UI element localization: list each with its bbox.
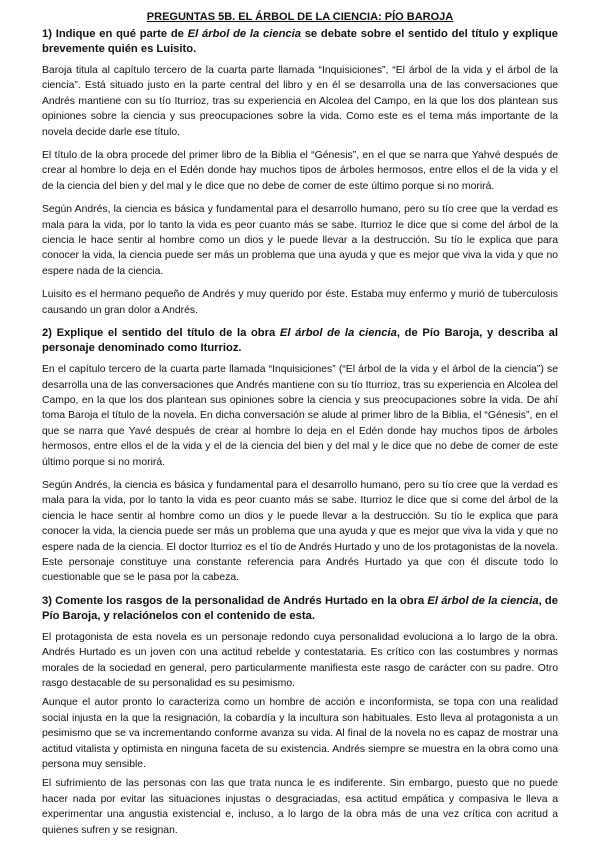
answer-1-paragraph: El título de la obra procede del primer libro de la Biblia el “Génesis”, en el que se narra que Yahvé después de crear al hombre lo deja en el Edén donde hay muchos tipos de árboles hermosos, entre ellos el de la vida y el de la ciencia del bien y del mal y le dice que no debe de comer de este último porque si no morirá. bbox=[42, 150, 558, 192]
answer-2-paragraph: En el capítulo tercero de la cuarta parte llamada “Inquisiciones” (“El árbol de la vida y el árbol de la ciencia”) se desarrolla una de las conversaciones que Andrés mantiene con su tío Iturrioz, tras su experiencia en Alcolea del Campo, en la que los dos plantean sus opiniones sobre la ciencia y sus preocupaciones sobre la vida. De ahí toma Baroja el título de la novela. En dicha conversación se alude al primer libro de la Biblia, el “Génesis”, en el que se narra que Yavé después de crear al hombre lo deja en el Edén donde hay muchos tipos de árboles hermosos, entre ellos el de la vida y el de la ciencia del bien y del mal y le dice que no debe de comer de este último porque si no morirá. bbox=[42, 364, 558, 468]
answer-1-paragraph: Según Andrés, la ciencia es básica y fundamental para el desarrollo humano, pero su tío cree que la verdad es mala para la vida, por lo tanto la vida es peor cuanto más se sabe. Iturrioz le dice que si come del árbol de la ciencia le hace sentir al hombre como un dios y le puede llevar a la destrucción. Su tío le explica que para conocer la vida, la ciencia puede ser más un problema que una ayuda y que es mejor que viva la vida y que no espere nada de la ciencia. bbox=[42, 204, 558, 277]
question-1 bbox=[42, 27, 558, 57]
answer-3-paragraph: El sufrimiento de las personas con las que trata nunca le es indiferente. Sin embargo, puesto que no puede hacer nada por evitar las situaciones injustas o desgraciadas, esa actitud empática y compasiva le lleva a experimentar una angustia existencial e, incluso, a lo largo de la obra más de una vez crítica con acritud a quienes sufren y se resignan. bbox=[42, 778, 558, 836]
question-1-book-title: El árbol de la ciencia bbox=[187, 28, 301, 40]
question-1-text: 1) Indique en qué parte de bbox=[42, 28, 188, 40]
answer-3-paragraph: Aunque el autor pronto lo caracteriza como un hombre de acción e inconformista, se topa con una realidad social injusta en la que la resignación, la cobardía y la incultura son habituales. Esto lleva al protagonista a un pesimismo que se va incrementando conforme avanza su vida. Al final de la novela no es capaz de mostrar una actitud vitalista y optimista en ninguna faceta de su existencia. Andrés siempre se muestra en la obra como una persona muy sensible. bbox=[42, 697, 558, 771]
question-2-book-title: El árbol de la ciencia bbox=[279, 327, 397, 340]
page-title: PREGUNTAS 5B. EL ÁRBOL DE LA CIENCIA: PÍO BAROJA bbox=[146, 11, 454, 23]
question-1-text-end: se debate sobre el sentido del título y explique brevemente quién es Luisito. bbox=[42, 28, 558, 55]
question-3 bbox=[42, 594, 558, 624]
answer-1-paragraph: Baroja titula al capítulo tercero de la cuarta parte llamada “Inquisiciones”, “El árbol de la vida y el árbol de la ciencia”. Está situado justo en la parte central del libro y en él se desarrolla una de las conversaciones que Andrés mantiene con su tío Iturrioz, tras su experiencia en Alcolea del Campo, en la que los dos plantean sus opiniones sobre la ciencia y sus preocupaciones sobre la vida. Como este es el tema más importante de la novela decide darle ese título. bbox=[42, 65, 558, 138]
answer-2-paragraph: Según Andrés, la ciencia es básica y fundamental para el desarrollo humano, pero su tío cree que la verdad es mala para la vida, por lo tanto la vida es peor cuanto más se sabe. Iturrioz le dice que si come del árbol de la ciencia le hace sentir al hombre como un dios y le puede llevar a la destrucción. Su tío le explica que para conocer la vida, la ciencia puede ser más un problema que una ayuda y que es mejor que viva la vida y que no espere nada de la ciencia. El doctor Iturrioz es el tío de Andrés Hurtado y uno de los protagonistas de la novela. Este personaje constituye una constante referencia para Andrés Hurtado ya que con él discute todo lo cuestionable que se le pasa por la cabeza. bbox=[42, 479, 558, 584]
question-3-book-title: El árbol de la ciencia bbox=[427, 594, 539, 607]
question-2-text-end: , de Pío Baroja, y describa al personaje denominado como Iturrioz. bbox=[42, 327, 558, 355]
document-page bbox=[42, 10, 558, 842]
question-2 bbox=[42, 326, 558, 356]
answer-3-paragraph: El protagonista de esta novela es un personaje redondo cuya personalidad evoluciona a lo largo de la obra. Andrés Hurtado es un joven con una actitud rebelde y contestataria. Es crítico con las costumbres y normas morales de la sociedad en general, pero particularmente manifiesta este rasgo de carácter con su padre. Otro rasgo destacable de su personalidad es su pesimismo. bbox=[42, 631, 558, 689]
question-3-text-end: , de Pío Baroja, y relaciónelos con el contenido de esta. bbox=[42, 594, 558, 622]
question-3-text: 3) Comente los rasgos de la personalidad de Andrés Hurtado en la obra bbox=[42, 594, 428, 607]
question-2-text: 2) Explique el sentido del título de la obra bbox=[42, 327, 280, 340]
answer-1-paragraph: Luisito es el hermano pequeño de Andrés y muy querido por éste. Estaba muy enfermo y murió de tuberculosis causando un gran dolor a Andrés. bbox=[42, 289, 558, 316]
